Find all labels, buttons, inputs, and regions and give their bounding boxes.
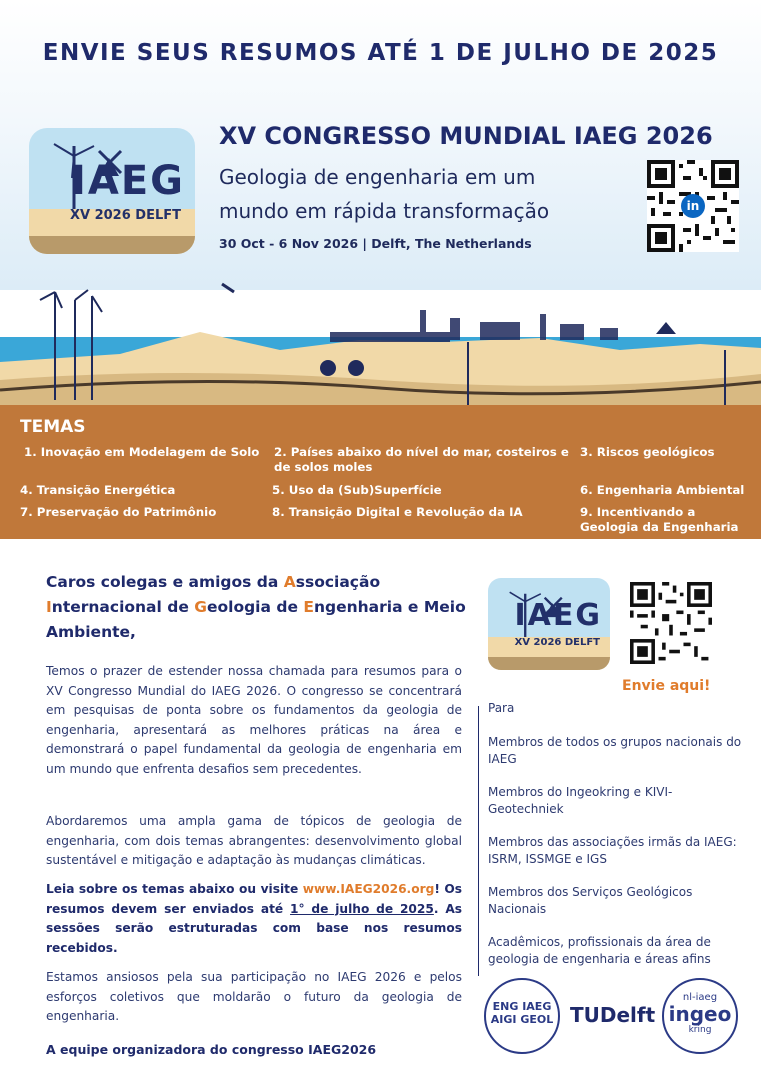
tudelft-logo: TUDelft (570, 1003, 656, 1027)
heading-initial: G (194, 598, 207, 616)
linkedin-qr-code[interactable] (647, 160, 739, 252)
logo-ground (29, 236, 195, 254)
date-location: 30 Oct - 6 Nov 2026 | Delft, The Netherlands (219, 236, 532, 251)
heading-part: ssociação (295, 573, 381, 591)
theme-item: 9. Incentivando a Geologia da Engenharia (580, 505, 739, 534)
heading-initial: A (283, 573, 296, 591)
theme-item: 3. Riscos geológicos (580, 445, 715, 459)
iaeg-logo-small (488, 578, 610, 670)
intro-paragraph-3 (46, 880, 462, 958)
logo-ground (488, 657, 610, 670)
qr-icon (630, 582, 712, 664)
ingeokring-logo (662, 978, 738, 1054)
submission-qr-code[interactable] (630, 582, 712, 664)
congress-subtitle: Geologia de engenharia em um mundo em rápida transformação (219, 165, 550, 223)
theme-item: 4. Transição Energética (20, 483, 176, 497)
audience-item: Membros do Ingeokring e KIVI-Geotechniek (488, 785, 673, 816)
letter-heading (46, 570, 466, 645)
congress-title: XV CONGRESSO MUNDIAL IAEG 2026 (219, 122, 713, 150)
aig-logo (484, 978, 560, 1054)
logo-subtitle: XV 2026 DELFT (514, 637, 600, 648)
theme-item: 6. Engenharia Ambiental (580, 483, 745, 497)
iaeg-logo (29, 128, 195, 254)
p3-text: Leia sobre os temas abaixo ou visite (46, 882, 303, 896)
p3-text: . As sessões serão estruturadas com base nos resumos recebidos. (46, 901, 463, 955)
theme-item: 2. Países abaixo do nível do mar, costeiros e de solos moles (274, 445, 569, 474)
audience-item: Membros dos Serviços Geológicos Nacionais (488, 885, 693, 916)
ingeo-logo-mid: ingeo (668, 1002, 732, 1026)
logo-subtitle: XV 2026 DELFT (69, 208, 181, 223)
intro-paragraph-1: Temos o prazer de estender nossa chamada para resumos para o XV Congresso Mundial do IAEG 2026. O congresso se concentrará em pesquisas de ponta sobre os fundamentos da geologia de engenharia, apresentará as melhores práticas na área e demonstrará o papel fundamental da geologia de engenharia em um mundo que enfrenta desafios sem precedentes. (46, 664, 462, 776)
themes-section (0, 405, 761, 539)
heading-part: ngenharia e Meio Ambiente, (46, 598, 466, 641)
heading-part: eologia de (206, 598, 304, 616)
theme-item: 1. Inovação em Modelagem de Solo (24, 445, 260, 459)
linkedin-icon: in (681, 194, 705, 218)
aig-logo-top: ENG IAEG (492, 1000, 552, 1013)
logo-text: IAEG (514, 598, 602, 633)
heading-initial: I (46, 598, 52, 616)
ingeo-logo-bottom: kring (688, 1025, 712, 1035)
heading-initial: E (303, 598, 314, 616)
audience-item: Acadêmicos, profissionais da área de geologia de engenharia e áreas afins (488, 935, 711, 966)
audience-item: Para (488, 701, 515, 715)
themes-title: TEMAS (20, 417, 86, 437)
audience-item: Membros das associações irmãs da IAEG: ISRM, ISSMGE e IGS (488, 835, 737, 866)
deadline-date: 1° de julho de 2025 (290, 901, 434, 916)
theme-item: 7. Preservação do Patrimônio (20, 505, 217, 519)
aig-logo-bottom: AIGI GEOL (490, 1013, 554, 1026)
heading-part: nternacional de (51, 598, 195, 616)
signoff: A equipe organizadora do congresso IAEG2026 (46, 1042, 377, 1057)
intro-paragraph-2: Abordaremos uma ampla gama de tópicos de geologia de engenharia, com dois temas abrangentes: desenvolvimento global sustentável e mitigação e adaptação às mudanças climáticas. (46, 814, 462, 867)
ingeo-logo-top: nl-iaeg (682, 992, 718, 1003)
deadline-banner: ENVIE SEUS RESUMOS ATÉ 1 DE JULHO DE 2025 (42, 40, 719, 66)
p3-text: ! Os resumos devem ser enviados até (46, 882, 462, 916)
heading-part: Caros colegas e amigos da (46, 573, 284, 591)
landscape-illustration (0, 262, 761, 410)
theme-item: 8. Transição Digital e Revolução da IA (272, 505, 523, 519)
theme-item: 5. Uso da (Sub)Superfície (272, 483, 442, 497)
audience-item: Membros de todos os grupos nacionais do IAEG (488, 735, 742, 766)
sidebar-divider (478, 706, 479, 976)
send-here-label: Envie aqui! (622, 678, 711, 694)
intro-paragraph-4: Estamos ansiosos pela sua participação no IAEG 2026 e pelos esforços coletivos que moldarão o futuro da geologia de engenharia. (46, 970, 462, 1023)
logo-text: IAEG (71, 158, 185, 204)
website-link[interactable]: www.IAEG2026.org (302, 882, 435, 896)
